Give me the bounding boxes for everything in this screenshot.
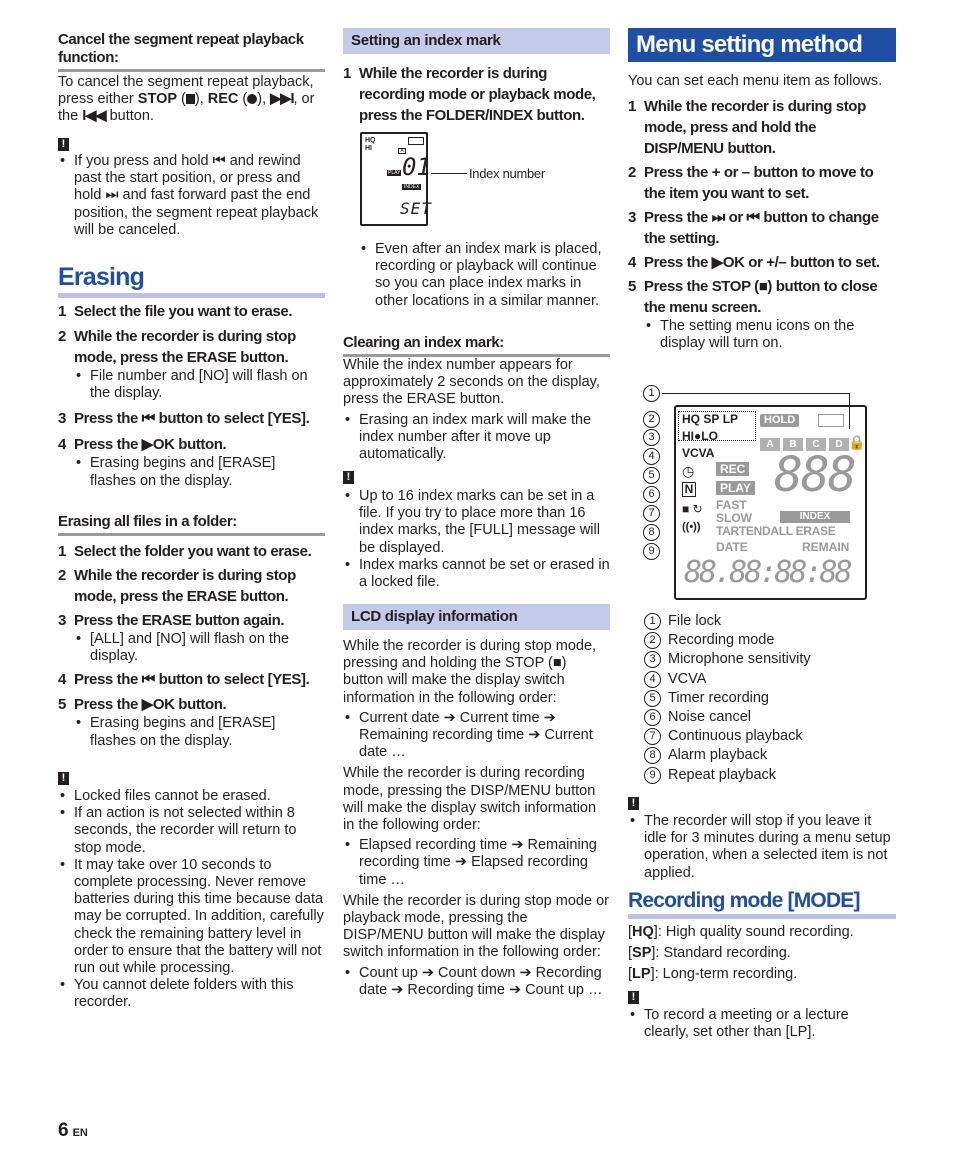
rec-label: REC — [207, 91, 239, 108]
menu-step-5 — [628, 276, 896, 318]
folder-heading-text: Erasing all files in a folder: — [58, 513, 237, 530]
index-leader-line — [431, 173, 467, 174]
erasing-title — [58, 263, 325, 298]
clear-heading-text: Clearing an index mark: — [343, 334, 504, 351]
cancel-heading-text: Cancel the segment repeat playback function: — [58, 31, 325, 72]
step-number: 3 — [628, 209, 636, 226]
folder-step-2 — [58, 565, 325, 607]
mode-code: LP — [632, 966, 651, 982]
note-icon: ! — [343, 468, 354, 485]
step-text: While the recorder is during stop mode, press and hold the DISP/MENU button. — [644, 98, 866, 157]
battery-icon — [818, 414, 844, 427]
index-indicator: INDEX — [780, 511, 850, 523]
legend-label: Alarm playback — [668, 747, 768, 764]
lcd-set-text: SET — [400, 199, 432, 218]
sub-bullet: • Erasing begins and [ERASE] flashes on the display. — [74, 715, 325, 749]
legend-label: Microphone sensitivity — [668, 651, 811, 668]
note-bullet: • It may take over 10 seconds to complete processing. Never remove batteries during this time because data may be corrupted. In addition, carefully check the remaining battery level in order to ensure that the battery will not run out while processing. — [58, 857, 325, 977]
erasing-title-text: Erasing — [58, 263, 145, 291]
legend-item — [644, 670, 894, 689]
step-number: 2 — [628, 164, 636, 181]
legend-number: 7 — [644, 728, 661, 745]
mode-code: SP — [632, 945, 652, 961]
lcd-time-digits: 88.88:88:88 — [684, 555, 850, 590]
erase-step-4-sub — [58, 455, 325, 489]
stop-icon — [186, 94, 195, 104]
legend-item — [644, 612, 894, 631]
rec-icon — [247, 94, 257, 104]
erase-notes — [58, 788, 325, 1012]
menu-step-1 — [628, 96, 896, 159]
legend-label: Noise cancel — [668, 709, 752, 726]
mode-code: HQ — [632, 924, 654, 940]
legend-number: 6 — [644, 709, 661, 726]
erase-step-2-sub — [58, 368, 325, 402]
mode-list — [628, 922, 896, 985]
index-note: • Even after an index mark is placed, recording or playback will continue so you can place index marks in other locations in a similar manner. — [359, 241, 610, 310]
note-bullet: • You cannot delete folders with this recorder. — [58, 977, 325, 1011]
legend-label: Recording mode — [668, 632, 775, 649]
tartendall-indicator: TARTENDALL ERASE — [716, 524, 836, 538]
microphone-icon: ● — [694, 429, 702, 443]
language-code: EN — [72, 1127, 88, 1139]
folder-b-icon: B — [783, 438, 803, 451]
step-number: 1 — [628, 98, 636, 115]
step-text: Press the ⏮ button to select [YES]. — [74, 671, 310, 689]
menu-title — [628, 28, 896, 62]
lcd-mode-row — [682, 413, 738, 426]
index-number-label: Index number — [469, 166, 545, 181]
legend-item — [644, 708, 894, 727]
mode-desc: : Standard recording. — [655, 945, 791, 961]
legend-label: Continuous playback — [668, 728, 803, 745]
cancel-text-b: , or the — [58, 91, 315, 125]
index-heading — [343, 28, 610, 54]
lcd-hq-icon: HQ HI — [365, 137, 376, 152]
index-notes — [343, 488, 610, 591]
menu-note: • The recorder will stop if you leave it idle for 3 minutes during a menu setup operation, when a selected item is not applied. — [628, 813, 896, 882]
legend-label: VCVA — [668, 670, 707, 687]
hq-label: HQ — [682, 412, 700, 426]
lcd-info-heading-text: LCD display information — [351, 608, 518, 625]
lcd-mic-row — [682, 430, 718, 443]
lcd-vcva: VCVA — [682, 446, 715, 460]
sp-label: SP — [703, 412, 720, 426]
step-number: 3 — [58, 612, 66, 629]
mode-desc: : Long-term recording. — [654, 966, 798, 982]
legend-number: 9 — [644, 767, 661, 784]
legend-label: Timer recording — [668, 689, 769, 706]
lcd-index-number: 01 — [402, 153, 431, 181]
step-text: Press the ⏮ button to select [YES]. — [74, 410, 310, 428]
legend-item — [644, 689, 894, 708]
index-heading-text: Setting an index mark — [351, 32, 501, 49]
lcd-big-digits: 888 — [774, 447, 855, 503]
sub-bullet: • Erasing begins and [ERASE] flashes on the display. — [74, 455, 325, 489]
note-icon: ! — [628, 988, 639, 1005]
folder-c-icon: C — [806, 438, 826, 451]
lcd-frame — [674, 405, 867, 600]
legend-number: 1 — [644, 613, 661, 630]
note-bullet: • Up to 16 index marks can be set in a file. If you try to place more than 16 index marks, the [FULL] message will be displayed. — [343, 488, 610, 557]
menu-step-5-sub — [628, 318, 896, 352]
lcd-diagram: 1 2 3 4 5 6 7 8 9 HQ SP LP HOLD HI●LO A B C D 🔒 VCVA ◷ N ■ ↻ ((•)) REC PLAY FAST SLOW 888 INDEX TARTENDALL ERASE DATE REMAIN 88.88:88:88 — [642, 383, 898, 601]
step-text: Press the ▶OK button. — [74, 436, 227, 454]
menu-intro: You can set each menu item as follows. — [628, 73, 883, 89]
note-bullet: • Index marks cannot be set or erased in a locked file. — [343, 557, 610, 591]
stop-label: STOP — [137, 91, 178, 108]
clear-text: While the index number appears for approximately 2 seconds on the display, press the ERASE button. — [343, 357, 600, 408]
legend-label: Repeat playback — [668, 766, 777, 783]
lcd-info-p2: While the recorder is during recording mode, pressing the DISP/MENU button will make the display switch information in the following order: — [343, 765, 597, 834]
lcd-play-indicator: PLAY — [388, 170, 401, 176]
cancel-heading — [58, 31, 325, 72]
cancel-note-text: If you press and hold ⏮ and rewind past the start position, or press and hold ⏭ and fast forward past the end position, the segment repeat playback will be canceled. — [74, 153, 319, 238]
menu-title-text: Menu setting method — [636, 31, 863, 58]
folder-a-icon: A — [760, 438, 780, 451]
index-lcd-illustration — [360, 132, 432, 226]
legend-number: 3 — [644, 651, 661, 668]
step-text: Press the ⏭ or ⏮ button to change the setting. — [644, 209, 879, 247]
date-indicator: DATE — [716, 540, 748, 554]
legend-number: 4 — [644, 671, 661, 688]
step-number: 1 — [343, 65, 351, 82]
folder-d-icon: D — [829, 438, 849, 451]
page-number: 6 — [58, 1120, 69, 1141]
callout-line-1 — [662, 393, 850, 394]
mode-desc: : High quality sound recording. — [657, 924, 854, 940]
menu-step-4 — [628, 252, 896, 273]
menu-step-3 — [628, 207, 896, 249]
lcd-info-body — [343, 638, 610, 999]
lcd-index-indicator: INDEX — [404, 184, 420, 190]
play-indicator: PLAY — [716, 481, 755, 495]
lcd-info-p3: While the recorder is during stop mode or playback mode, pressing the DISP/MENU button will make the display switch information in the following order: — [343, 892, 609, 961]
lcd-info-p1: While the recorder is during stop mode, pressing and holding the STOP (■) button will make the display switch information in the following order: — [343, 638, 597, 706]
erase-step-1 — [58, 301, 325, 322]
folder-steps — [58, 541, 325, 750]
cancel-text: To cancel the segment repeat playback, press either STOP ( ), REC ( ), ▶▶I, or the I◀◀ button. — [58, 74, 315, 125]
lcd-info-b3: • Count up ➔ Count down ➔ Recording date ➔ Recording time ➔ Count up … — [343, 965, 610, 999]
lcd-info-b2: • Elapsed recording time ➔ Remaining recording time ➔ Elapsed recording time … — [343, 837, 610, 889]
folder-step-1 — [58, 541, 325, 562]
step-number: 3 — [58, 410, 66, 428]
lp-label: LP — [722, 412, 739, 426]
cancel-note — [58, 153, 320, 239]
lcd-folder-a-icon: A — [398, 148, 406, 154]
folder-step-5 — [58, 694, 325, 715]
step-text: Press the ▶OK or +/– button to set. — [644, 254, 880, 271]
mode-item: [SP]: Standard recording. — [628, 945, 791, 961]
note-icon: ! — [58, 135, 69, 152]
legend-number: 2 — [644, 632, 661, 649]
sub-bullet: • The setting menu icons on the display will turn on. — [644, 318, 896, 352]
erase-step-3 — [58, 408, 325, 429]
note-icon: ! — [628, 794, 639, 811]
step-number: 1 — [58, 303, 66, 320]
mode-item: [LP]: Long-term recording. — [628, 966, 798, 982]
step-number: 2 — [58, 328, 66, 345]
folder-step-3-sub — [58, 631, 325, 665]
lcd-info-heading — [343, 604, 610, 630]
step-text: While the recorder is during stop mode, press the ERASE button. — [74, 328, 296, 366]
index-step — [343, 63, 610, 126]
continuous-icon: ■ ↻ — [682, 502, 703, 516]
step-text: Press the + or – button to move to the item you want to set. — [644, 164, 874, 202]
step-number: 4 — [58, 436, 66, 454]
menu-steps — [628, 96, 896, 352]
cancel-text-c: button. — [105, 108, 154, 125]
lo-label: LO — [701, 429, 718, 443]
battery-icon — [408, 137, 424, 145]
sub-bullet: • [ALL] and [NO] will flash on the display. — [74, 631, 325, 665]
menu-step-2 — [628, 162, 896, 204]
step-text: Select the file you want to erase. — [74, 303, 293, 320]
mode-item: [HQ]: High quality sound recording. — [628, 924, 854, 940]
lcd-legend — [644, 612, 894, 785]
step-text: Select the folder you want to erase. — [74, 543, 312, 560]
note-bullet: • If an action is not selected within 8 seconds, the recorder will return to stop mode. — [58, 805, 325, 857]
timer-icon: ◷ — [682, 463, 695, 479]
folder-step-4 — [58, 669, 325, 690]
rec-indicator: REC — [716, 462, 749, 476]
mode-title-text: Recording mode [MODE] — [628, 889, 860, 912]
legend-item — [644, 727, 894, 746]
step-number: 4 — [628, 254, 636, 271]
legend-label: File lock — [668, 613, 722, 629]
step-number: 4 — [58, 671, 66, 689]
sub-bullet: • File number and [NO] will flash on the display. — [74, 368, 325, 402]
legend-number: 8 — [644, 747, 661, 764]
step-text: Press the STOP (■) button to close the menu screen. — [644, 278, 878, 316]
page-footer — [58, 1122, 88, 1142]
hold-indicator: HOLD — [760, 414, 799, 427]
clear-bullet: • Erasing an index mark will make the index number after it move up automatically. — [343, 412, 610, 464]
legend-item — [644, 766, 894, 785]
step-number: 5 — [58, 696, 66, 714]
legend-item — [644, 631, 894, 650]
hi-label: HI — [682, 429, 694, 443]
erase-step-4 — [58, 434, 325, 455]
erase-step-2 — [58, 326, 325, 368]
folder-step-5-sub — [58, 715, 325, 749]
cancel-text-a: To cancel the segment repeat playback, press either — [58, 74, 314, 108]
legend-number: 5 — [644, 690, 661, 707]
lock-icon: 🔒 — [848, 434, 866, 450]
step-text: Press the ERASE button again. — [74, 612, 285, 629]
slow-indicator: SLOW — [716, 511, 752, 525]
folder-step-3 — [58, 610, 325, 631]
erase-steps — [58, 301, 325, 490]
remain-indicator: REMAIN — [802, 540, 850, 554]
folder-heading — [58, 513, 325, 536]
legend-item — [644, 650, 894, 669]
step-text: Press the ▶OK button. — [74, 696, 227, 714]
step-text: While the recorder is during recording mode or playback mode, press the FOLDER/INDEX button. — [359, 65, 596, 124]
step-number: 1 — [58, 543, 66, 560]
note-bullet: • Locked files cannot be erased. — [58, 788, 325, 805]
lcd-info-b1: • Current date ➔ Current time ➔ Remaining recording time ➔ Current date … — [343, 710, 610, 762]
fast-indicator: FAST — [716, 498, 747, 512]
step-number: 5 — [628, 278, 636, 295]
alarm-icon: ((•)) — [682, 521, 701, 533]
legend-item — [644, 746, 894, 765]
mode-title — [628, 889, 896, 919]
rewind-icon: I◀◀ — [82, 108, 106, 125]
mode-note: • To record a meeting or a lecture clearly, set other than [LP]. — [628, 1007, 896, 1041]
fast-forward-icon: ▶▶I — [270, 91, 294, 108]
note-icon: ! — [58, 769, 69, 786]
noise-cancel-icon: N — [682, 482, 696, 497]
step-number: 2 — [58, 567, 66, 584]
step-text: While the recorder is during stop mode, press the ERASE button. — [74, 567, 296, 605]
clear-heading — [343, 334, 610, 357]
